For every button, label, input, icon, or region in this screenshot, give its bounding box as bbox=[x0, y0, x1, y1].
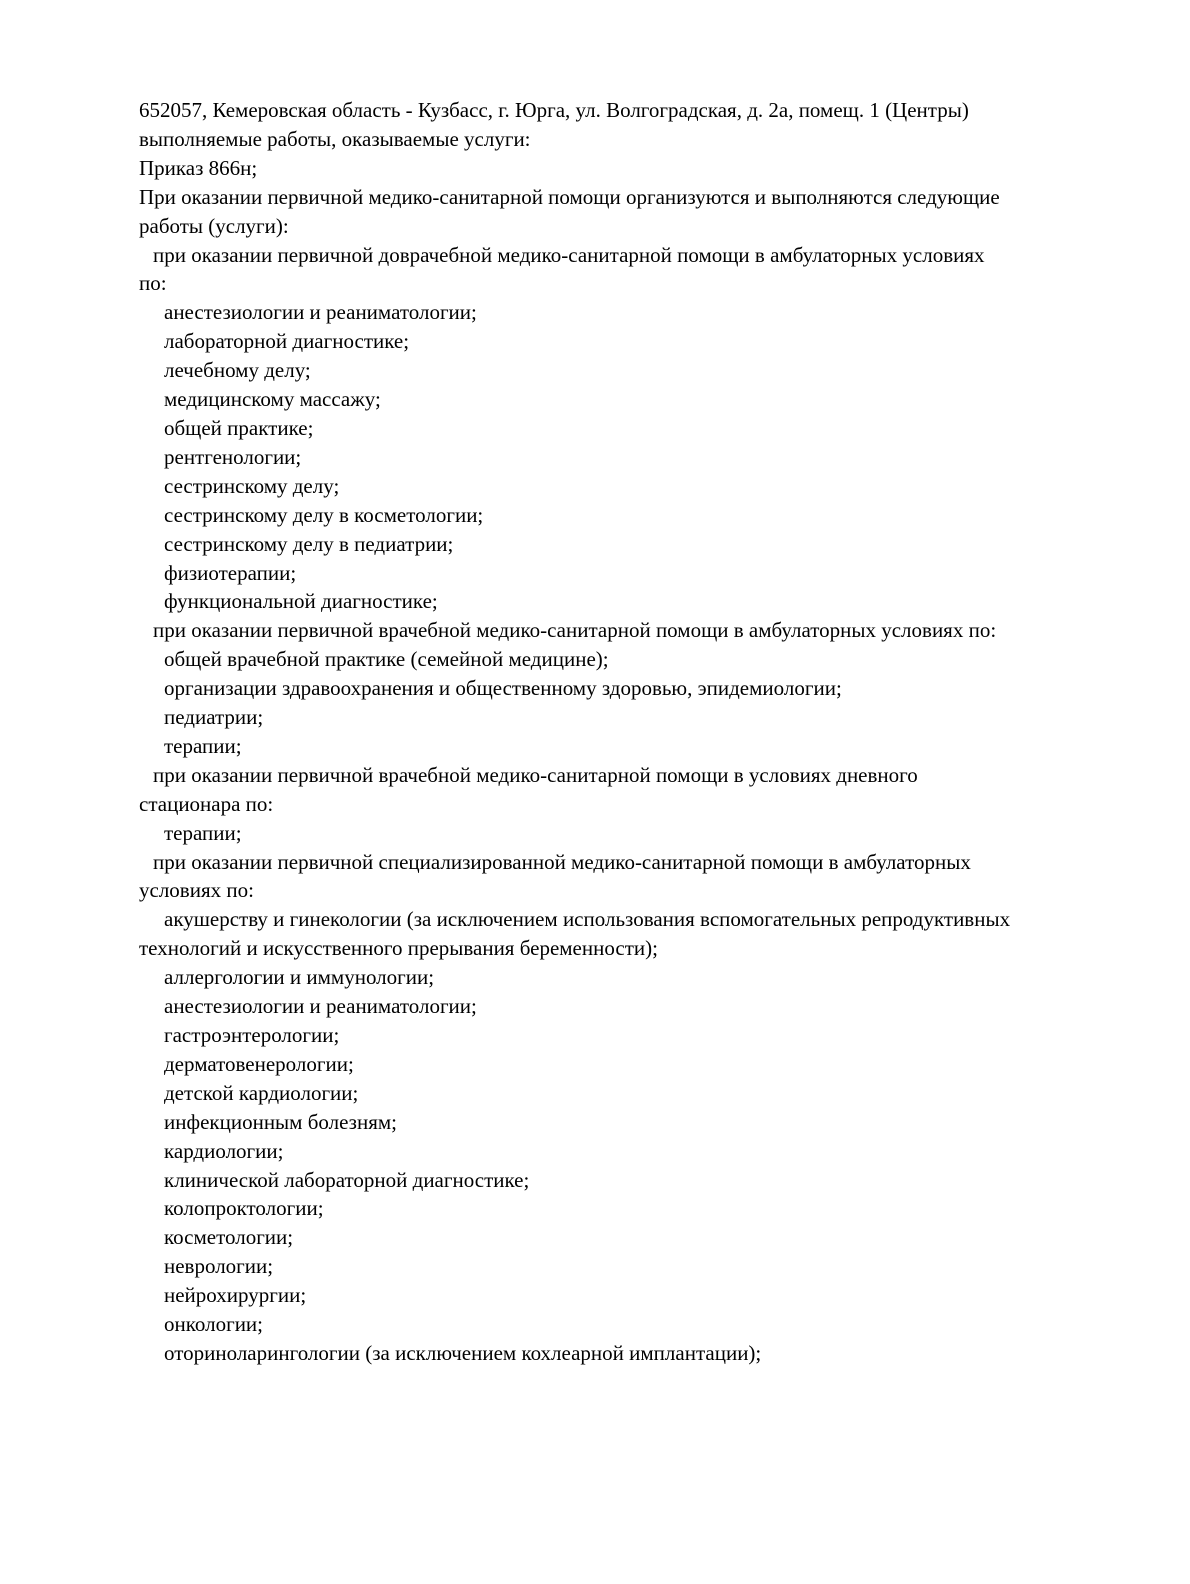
document-line: неврологии; bbox=[164, 1254, 274, 1279]
document-line: терапии; bbox=[164, 820, 242, 845]
document-line: педиатрии; bbox=[164, 705, 264, 730]
document-line: гастроэнтерологии; bbox=[164, 1023, 340, 1047]
document-line: стационара по: bbox=[139, 791, 274, 816]
document-line: сестринскому делу в косметологии; bbox=[164, 502, 484, 527]
document-line: общей практике; bbox=[164, 415, 314, 440]
document-line: акушерству и гинекологии (за исключением использования вспомогательных репродуктивных bbox=[164, 907, 1011, 932]
document-line: сестринскому делу; bbox=[164, 473, 340, 498]
document-line: функциональной диагностике; bbox=[164, 589, 438, 614]
document-line: работы (услуги): bbox=[139, 213, 289, 238]
document-line: лечебному делу; bbox=[164, 358, 311, 383]
document-line: при оказании первичной врачебной медико-санитарной помощи в амбулаторных условиях по: bbox=[153, 618, 997, 643]
document-line: дерматовенерологии; bbox=[164, 1051, 354, 1076]
document-line: аллергологии и иммунологии; bbox=[164, 965, 435, 990]
document-line: колопроктологии; bbox=[164, 1196, 324, 1221]
document-line: терапии; bbox=[164, 733, 242, 758]
document-line: по: bbox=[139, 271, 167, 296]
document-line: общей врачебной практике (семейной медицине); bbox=[164, 647, 609, 672]
document-line: при оказании первичной специализированной медико-санитарной помощи в амбулаторных bbox=[153, 849, 971, 874]
document-line: технологий и искусственного прерывания беременности); bbox=[139, 936, 658, 961]
document-line: детской кардиологии; bbox=[164, 1080, 359, 1105]
document-line: нейрохирургии; bbox=[164, 1283, 307, 1308]
document-line: инфекционным болезням; bbox=[164, 1109, 397, 1134]
document-line: анестезиологии и реаниматологии; bbox=[164, 300, 477, 325]
license-services-text-block bbox=[139, 96, 1149, 1368]
document-line: условиях по: bbox=[139, 878, 254, 903]
document-line: анестезиологии и реаниматологии; bbox=[164, 994, 477, 1019]
document-line: медицинскому массажу; bbox=[164, 387, 381, 412]
document-line: физиотерапии; bbox=[164, 560, 297, 585]
document-line: оториноларингологии (за исключением кохлеарной имплантации); bbox=[164, 1340, 762, 1365]
document-line: кардиологии; bbox=[164, 1138, 284, 1163]
document-line: онкологии; bbox=[164, 1312, 264, 1337]
document-line: При оказании первичной медико-санитарной помощи организуются и выполняются следующие bbox=[139, 184, 1000, 209]
document-line: Приказ 866н; bbox=[139, 155, 258, 180]
document-line: рентгенологии; bbox=[164, 444, 302, 469]
document-line: косметологии; bbox=[164, 1225, 294, 1250]
document-line: сестринскому делу в педиатрии; bbox=[164, 531, 454, 556]
document-line: клинической лабораторной диагностике; bbox=[164, 1167, 530, 1192]
document-line: при оказании первичной доврачебной медико-санитарной помощи в амбулаторных условиях bbox=[153, 242, 985, 267]
document-line: выполняемые работы, оказываемые услуги: bbox=[139, 126, 531, 151]
document-line: при оказании первичной врачебной медико-санитарной помощи в условиях дневного bbox=[153, 762, 918, 787]
document-line: организации здравоохранения и общественному здоровью, эпидемиологии; bbox=[164, 676, 842, 701]
document-line: 652057, Кемеровская область - Кузбасс, г. Юрга, ул. Волгоградская, д. 2а, помещ. 1 (Центры) bbox=[139, 98, 969, 122]
document-line: лабораторной диагностике; bbox=[164, 329, 410, 354]
